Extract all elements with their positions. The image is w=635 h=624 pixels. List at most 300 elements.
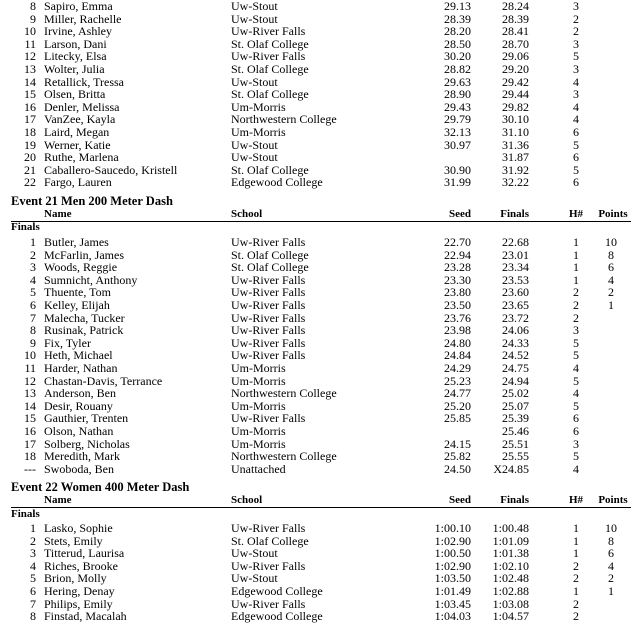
place-cell: 17 xyxy=(24,112,36,127)
heat-number: 2 xyxy=(573,24,579,39)
school-name: Uw-River Falls xyxy=(231,323,306,338)
place-cell: 11 xyxy=(24,361,36,375)
athlete-name: Woods, Reggie xyxy=(44,260,118,275)
school-name: Um-Morris xyxy=(231,373,286,388)
athlete-name: Olson, Nathan xyxy=(44,424,114,438)
athlete-name: Philips, Emily xyxy=(44,596,113,611)
heat-number: 5 xyxy=(573,398,579,413)
heat-number: 2 xyxy=(573,596,579,611)
column-header-seed: Seed xyxy=(449,494,471,506)
place-cell: 14 xyxy=(24,74,36,89)
school-name: Um-Morris xyxy=(231,99,286,114)
seed-time: 29.43 xyxy=(444,99,471,114)
athlete-name: Rusinak, Patrick xyxy=(44,323,124,338)
heat-number: 6 xyxy=(573,150,579,165)
finals-time: 1:02.10 xyxy=(492,558,529,573)
result-row xyxy=(0,0,635,13)
result-row xyxy=(0,236,635,249)
seed-time: 24.77 xyxy=(444,386,471,401)
place-cell: 9 xyxy=(30,335,36,350)
school-name: Uw-River Falls xyxy=(231,521,306,535)
finals-time: 32.22 xyxy=(502,175,529,190)
column-header-heat: H# xyxy=(568,208,584,220)
result-row xyxy=(0,324,635,337)
result-row xyxy=(0,63,635,76)
points-value: 1 xyxy=(608,298,614,312)
athlete-name: Olsen, Britta xyxy=(44,87,106,102)
place-cell: 16 xyxy=(24,99,36,114)
finals-time: 25.07 xyxy=(502,398,529,413)
athlete-name: Heth, Michael xyxy=(44,348,113,363)
finals-time: 29.06 xyxy=(502,49,529,64)
athlete-name: Harder, Nathan xyxy=(44,361,118,375)
column-header-points: Points xyxy=(598,494,628,506)
heat-number: 5 xyxy=(573,162,579,177)
athlete-name: Anderson, Ben xyxy=(44,386,116,401)
heat-number: 1 xyxy=(573,247,579,262)
finals-time: 31.92 xyxy=(502,162,529,177)
place-cell: 15 xyxy=(24,411,36,426)
heat-number: 2 xyxy=(573,558,579,573)
points-value: 10 xyxy=(605,235,617,249)
heat-number: 5 xyxy=(573,449,579,464)
heat-number: 2 xyxy=(573,11,579,26)
result-row xyxy=(0,547,635,560)
athlete-name: Hering, Denay xyxy=(44,584,115,598)
seed-time: 1:02.90 xyxy=(434,533,471,548)
place-cell: 20 xyxy=(24,150,36,165)
place-cell: 5 xyxy=(30,571,36,586)
result-row xyxy=(0,299,635,312)
athlete-name: Chastan-Davis, Terrance xyxy=(44,373,163,388)
seed-time: 32.13 xyxy=(444,125,471,139)
divider xyxy=(11,221,631,222)
school-name: Uw-River Falls xyxy=(231,335,306,350)
heat-number: 3 xyxy=(573,36,579,51)
column-header-heat: H# xyxy=(568,494,584,506)
finals-label: Finals xyxy=(11,221,40,233)
seed-time: 23.76 xyxy=(444,310,471,325)
seed-time: 23.80 xyxy=(444,285,471,300)
heat-number: 6 xyxy=(573,424,579,438)
seed-time: 29.63 xyxy=(444,74,471,89)
school-name: Uw-River Falls xyxy=(231,285,306,300)
athlete-name: Lasko, Sophie xyxy=(44,521,113,535)
seed-time: 23.30 xyxy=(444,272,471,287)
place-cell: 19 xyxy=(24,137,36,152)
athlete-name: McFarlin, James xyxy=(44,247,124,262)
heat-number: 4 xyxy=(573,386,579,401)
school-name: Edgewood College xyxy=(231,584,323,598)
seed-time: 25.82 xyxy=(444,449,471,464)
finals-time: 1:04.57 xyxy=(492,609,529,624)
heat-number: 1 xyxy=(573,584,579,598)
school-name: Uw-Stout xyxy=(231,74,278,89)
finals-time: 31.10 xyxy=(502,125,529,139)
heat-number: 4 xyxy=(573,361,579,375)
place-cell: 3 xyxy=(30,546,36,561)
seed-time: 28.39 xyxy=(444,11,471,26)
heat-number: 3 xyxy=(573,62,579,76)
result-row xyxy=(0,450,635,463)
seed-time: 23.28 xyxy=(444,260,471,275)
seed-time: 1:00.10 xyxy=(434,521,471,535)
school-name: Uw-River Falls xyxy=(231,49,306,64)
school-name: Uw-River Falls xyxy=(231,310,306,325)
athlete-name: Werner, Katie xyxy=(44,137,111,152)
school-name: Uw-Stout xyxy=(231,11,278,26)
finals-time: 24.52 xyxy=(502,348,529,363)
finals-time: 24.33 xyxy=(502,335,529,350)
finals-time: 1:00.48 xyxy=(492,521,529,535)
school-name: St. Olaf College xyxy=(231,533,309,548)
seed-time: 22.94 xyxy=(444,247,471,262)
heat-number: 6 xyxy=(573,411,579,426)
result-row xyxy=(0,25,635,38)
school-name: Uw-River Falls xyxy=(231,235,306,249)
athlete-name: VanZee, Kayla xyxy=(44,112,116,127)
seed-time: 31.99 xyxy=(444,175,471,190)
athlete-name: Denler, Melissa xyxy=(44,99,120,114)
seed-time: 25.20 xyxy=(444,398,471,413)
column-header-seed: Seed xyxy=(449,208,471,220)
school-name: Northwestern College xyxy=(231,112,337,127)
school-name: Uw-River Falls xyxy=(231,24,306,39)
finals-time: 1:01.09 xyxy=(492,533,529,548)
school-name: Uw-River Falls xyxy=(231,272,306,287)
finals-time: 29.44 xyxy=(502,87,529,102)
place-cell: 7 xyxy=(30,596,36,611)
athlete-name: Litecky, Elsa xyxy=(44,49,107,64)
place-cell: 2 xyxy=(30,247,36,262)
finals-time: 23.72 xyxy=(502,310,529,325)
athlete-name: Malecha, Tucker xyxy=(44,310,125,325)
seed-time: 24.15 xyxy=(444,436,471,451)
athlete-name: Wolter, Julia xyxy=(44,62,105,76)
school-name: Um-Morris xyxy=(231,361,286,375)
seed-time: 1:02.90 xyxy=(434,558,471,573)
place-cell: 12 xyxy=(24,49,36,64)
seed-time: 28.50 xyxy=(444,36,471,51)
athlete-name: Irvine, Ashley xyxy=(44,24,112,39)
school-name: Um-Morris xyxy=(231,424,286,438)
divider xyxy=(11,507,631,508)
result-row xyxy=(0,522,635,535)
school-name: Um-Morris xyxy=(231,436,286,451)
school-name: Uw-River Falls xyxy=(231,596,306,611)
result-row xyxy=(0,151,635,164)
athlete-name: Desir, Rouany xyxy=(44,398,113,413)
school-name: Uw-River Falls xyxy=(231,558,306,573)
heat-number: 4 xyxy=(573,461,579,476)
finals-time: 25.55 xyxy=(502,449,529,464)
athlete-name: Retallick, Tressa xyxy=(44,74,124,89)
school-name: Uw-Stout xyxy=(231,571,278,586)
school-name: St. Olaf College xyxy=(231,62,309,76)
place-cell: 8 xyxy=(30,323,36,338)
finals-time: 25.46 xyxy=(502,424,529,438)
heat-number: 5 xyxy=(573,335,579,350)
result-row xyxy=(0,387,635,400)
heat-number: 3 xyxy=(573,87,579,102)
athlete-name: Kelley, Elijah xyxy=(44,298,110,312)
result-row xyxy=(0,88,635,101)
place-cell: 12 xyxy=(24,373,36,388)
seed-time: 29.79 xyxy=(444,112,471,127)
place-cell: 13 xyxy=(24,386,36,401)
place-cell: 8 xyxy=(30,0,36,13)
result-row xyxy=(0,585,635,598)
seed-time: 24.29 xyxy=(444,361,471,375)
school-name: Uw-River Falls xyxy=(231,411,306,426)
finals-time: 31.36 xyxy=(502,137,529,152)
place-cell: 21 xyxy=(24,162,36,177)
finals-time: 31.87 xyxy=(502,150,529,165)
athlete-name: Gauthier, Trenten xyxy=(44,411,129,426)
place-cell: 18 xyxy=(24,449,36,464)
heat-number: 6 xyxy=(573,125,579,139)
school-name: Uw-River Falls xyxy=(231,348,306,363)
place-cell: 15 xyxy=(24,87,36,102)
school-name: Edgewood College xyxy=(231,175,323,190)
heat-number: 5 xyxy=(573,137,579,152)
heat-number: 1 xyxy=(573,272,579,287)
athlete-name: Miller, Rachelle xyxy=(44,11,122,26)
athlete-name: Larson, Dani xyxy=(44,36,107,51)
finals-time: 22.68 xyxy=(502,235,529,249)
column-header-points: Points xyxy=(598,208,628,220)
points-value: 10 xyxy=(605,521,617,535)
school-name: Uw-Stout xyxy=(231,150,278,165)
athlete-name: Butler, James xyxy=(44,235,109,249)
finals-time: 24.06 xyxy=(502,323,529,338)
athlete-name: Solberg, Nicholas xyxy=(44,436,130,451)
finals-time: 1:01.38 xyxy=(492,546,529,561)
school-name: Uw-River Falls xyxy=(231,298,306,312)
finals-time: 28.41 xyxy=(502,24,529,39)
seed-time: 28.82 xyxy=(444,62,471,76)
place-cell: 5 xyxy=(30,285,36,300)
school-name: Unattached xyxy=(231,461,286,476)
finals-time: 25.39 xyxy=(502,411,529,426)
athlete-name: Ruthe, Marlena xyxy=(44,150,119,165)
seed-time: 25.23 xyxy=(444,373,471,388)
place-cell: 17 xyxy=(24,436,36,451)
points-value: 4 xyxy=(608,272,614,287)
column-header-school: School xyxy=(231,494,263,506)
place-cell: 2 xyxy=(30,533,36,548)
school-name: Um-Morris xyxy=(231,125,286,139)
athlete-name: Titterud, Laurisa xyxy=(44,546,125,561)
heat-number: 1 xyxy=(573,546,579,561)
finals-time: 25.51 xyxy=(502,436,529,451)
heat-number: 3 xyxy=(573,0,579,13)
athlete-name: Swoboda, Ben xyxy=(44,461,114,476)
finals-time: X24.85 xyxy=(493,461,529,476)
place-cell: 1 xyxy=(30,521,36,535)
school-name: Um-Morris xyxy=(231,398,286,413)
seed-time: 25.85 xyxy=(444,411,471,426)
result-row xyxy=(0,362,635,375)
place-cell: 11 xyxy=(24,36,36,51)
athlete-name: Sumnicht, Anthony xyxy=(44,272,138,287)
athlete-name: Fix, Tyler xyxy=(44,335,91,350)
heat-number: 2 xyxy=(573,609,579,624)
event-title: Event 22 Women 400 Meter Dash xyxy=(11,480,190,494)
finals-time: 1:02.88 xyxy=(492,584,529,598)
heat-number: 1 xyxy=(573,533,579,548)
athlete-name: Sapiro, Emma xyxy=(44,0,113,13)
heat-number: 5 xyxy=(573,348,579,363)
heat-number: 5 xyxy=(573,373,579,388)
school-name: Uw-Stout xyxy=(231,137,278,152)
school-name: Northwestern College xyxy=(231,386,337,401)
athlete-name: Thuente, Tom xyxy=(44,285,111,300)
points-value: 2 xyxy=(608,285,614,300)
seed-time: 30.97 xyxy=(444,137,471,152)
school-name: St. Olaf College xyxy=(231,247,309,262)
place-cell: 16 xyxy=(24,424,36,438)
seed-time: 28.20 xyxy=(444,24,471,39)
result-row xyxy=(0,176,635,189)
school-name: Northwestern College xyxy=(231,449,337,464)
athlete-name: Meredith, Mark xyxy=(44,449,120,464)
heat-number: 2 xyxy=(573,298,579,312)
seed-time: 30.20 xyxy=(444,49,471,64)
place-cell: --- xyxy=(24,461,36,476)
finals-time: 29.20 xyxy=(502,62,529,76)
heat-number: 2 xyxy=(573,285,579,300)
athlete-name: Finstad, Macalah xyxy=(44,609,127,624)
heat-number: 2 xyxy=(573,571,579,586)
seed-time: 24.50 xyxy=(444,461,471,476)
result-row xyxy=(0,463,635,476)
finals-label: Finals xyxy=(11,508,40,520)
heat-number: 1 xyxy=(573,521,579,535)
athlete-name: Caballero-Saucedo, Kristell xyxy=(44,162,178,177)
seed-time: 23.98 xyxy=(444,323,471,338)
seed-time: 24.80 xyxy=(444,335,471,350)
points-value: 8 xyxy=(608,247,614,262)
seed-time: 1:03.45 xyxy=(434,596,471,611)
column-header-school: School xyxy=(231,208,263,220)
place-cell: 14 xyxy=(24,398,36,413)
result-row xyxy=(0,126,635,139)
seed-time: 29.13 xyxy=(444,0,471,13)
heat-number: 6 xyxy=(573,175,579,190)
heat-number: 4 xyxy=(573,99,579,114)
heat-number: 2 xyxy=(573,310,579,325)
points-value: 6 xyxy=(608,260,614,275)
seed-time: 23.50 xyxy=(444,298,471,312)
place-cell: 8 xyxy=(30,609,36,624)
seed-time: 28.90 xyxy=(444,87,471,102)
seed-time: 30.90 xyxy=(444,162,471,177)
points-value: 2 xyxy=(608,571,614,586)
heat-number: 1 xyxy=(573,260,579,275)
column-header-finals: Finals xyxy=(500,208,529,220)
finals-time: 24.75 xyxy=(502,361,529,375)
event-title: Event 21 Men 200 Meter Dash xyxy=(11,194,173,208)
place-cell: 6 xyxy=(30,584,36,598)
finals-time: 28.70 xyxy=(502,36,529,51)
athlete-name: Riches, Brooke xyxy=(44,558,118,573)
place-cell: 10 xyxy=(24,24,36,39)
finals-time: 23.65 xyxy=(502,298,529,312)
place-cell: 9 xyxy=(30,11,36,26)
school-name: Uw-Stout xyxy=(231,546,278,561)
column-header-finals: Finals xyxy=(500,494,529,506)
heat-number: 1 xyxy=(573,235,579,249)
finals-time: 29.42 xyxy=(502,74,529,89)
seed-time: 1:04.03 xyxy=(434,609,471,624)
athlete-name: Brion, Molly xyxy=(44,571,107,586)
result-row xyxy=(0,425,635,438)
points-value: 8 xyxy=(608,533,614,548)
finals-time: 23.01 xyxy=(502,247,529,262)
seed-time: 22.70 xyxy=(444,235,471,249)
finals-time: 28.24 xyxy=(502,0,529,13)
finals-time: 23.34 xyxy=(502,260,529,275)
place-cell: 1 xyxy=(30,235,36,249)
school-name: St. Olaf College xyxy=(231,36,309,51)
finals-time: 25.02 xyxy=(502,386,529,401)
seed-time: 1:01.49 xyxy=(434,584,471,598)
seed-time: 24.84 xyxy=(444,348,471,363)
points-value: 6 xyxy=(608,546,614,561)
place-cell: 13 xyxy=(24,62,36,76)
finals-time: 24.94 xyxy=(502,373,529,388)
place-cell: 22 xyxy=(24,175,36,190)
place-cell: 6 xyxy=(30,298,36,312)
column-header-name: Name xyxy=(44,494,72,506)
place-cell: 7 xyxy=(30,310,36,325)
heat-number: 3 xyxy=(573,323,579,338)
finals-time: 29.82 xyxy=(502,99,529,114)
place-cell: 10 xyxy=(24,348,36,363)
athlete-name: Fargo, Lauren xyxy=(44,175,112,190)
place-cell: 18 xyxy=(24,125,36,139)
athlete-name: Laird, Megan xyxy=(44,125,110,139)
finals-time: 30.10 xyxy=(502,112,529,127)
finals-time: 23.60 xyxy=(502,285,529,300)
column-header-name: Name xyxy=(44,208,72,220)
points-value: 4 xyxy=(608,558,614,573)
place-cell: 4 xyxy=(30,272,36,287)
school-name: St. Olaf College xyxy=(231,260,309,275)
place-cell: 3 xyxy=(30,260,36,275)
athlete-name: Stets, Emily xyxy=(44,533,103,548)
heat-number: 4 xyxy=(573,112,579,127)
seed-time: 1:00.50 xyxy=(434,546,471,561)
heat-number: 4 xyxy=(573,74,579,89)
result-row xyxy=(0,261,635,274)
finals-time: 1:03.08 xyxy=(492,596,529,611)
seed-time: 1:03.50 xyxy=(434,571,471,586)
finals-time: 1:02.48 xyxy=(492,571,529,586)
school-name: Edgewood College xyxy=(231,609,323,624)
school-name: St. Olaf College xyxy=(231,87,309,102)
result-row xyxy=(0,610,635,623)
place-cell: 4 xyxy=(30,558,36,573)
school-name: St. Olaf College xyxy=(231,162,309,177)
heat-number: 3 xyxy=(573,436,579,451)
finals-time: 23.53 xyxy=(502,272,529,287)
school-name: Uw-Stout xyxy=(231,0,278,13)
heat-number: 5 xyxy=(573,49,579,64)
points-value: 1 xyxy=(608,584,614,598)
finals-time: 28.39 xyxy=(502,11,529,26)
